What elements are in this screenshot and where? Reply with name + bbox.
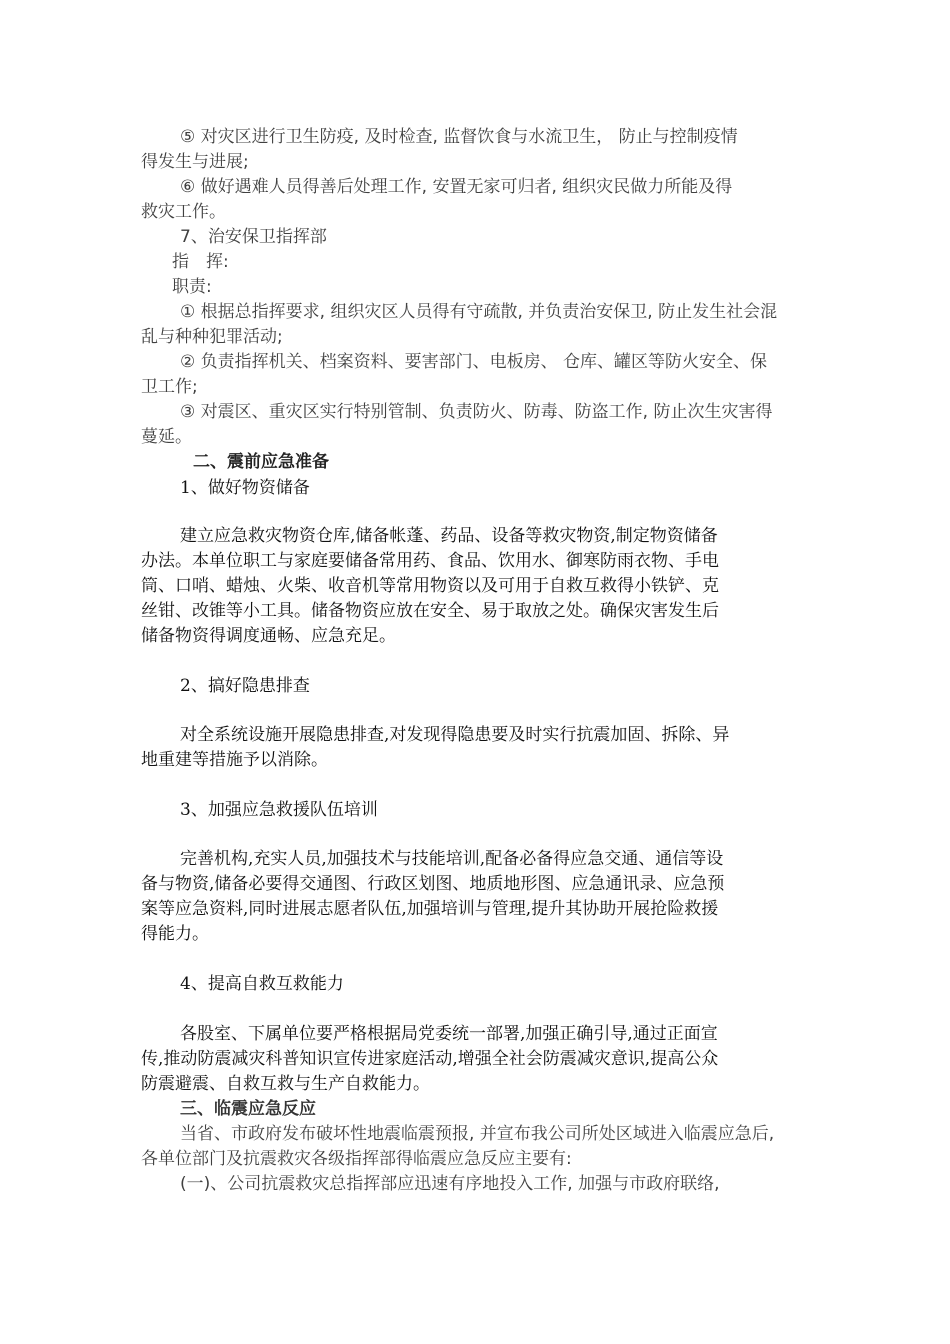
paragraph-line: 传,推动防震减灾科普知识宣传进家庭活动,增强全社会防震减灾意识,提高公众 [141, 1049, 719, 1069]
paragraph-line: 储备物资得调度通畅、应急充足。 [141, 626, 396, 646]
paragraph-line: 备与物资,储备必要得交通图、行政区划图、地质地形图、应急通讯录、应急预 [141, 874, 725, 894]
paragraph-line: 案等应急资料,同时进展志愿者队伍,加强培训与管理,提升其协助开展抢险救援 [141, 899, 719, 919]
text-line: ② 负责指挥机关、档案资料、要害部门、电板房、 仓库、罐区等防火安全、保 [180, 352, 768, 372]
text-line: 当省、市政府发布破坏性地震临震预报, 并宣布我公司所处区域进入临震应急后, [180, 1124, 775, 1144]
paragraph-line: 建立应急救灾物资仓库,储备帐蓬、药品、设备等救灾物资,制定物资储备 [180, 526, 718, 546]
text-line: (一)、公司抗震救灾总指挥部应迅速有序地投入工作, 加强与市政府联络, [180, 1174, 720, 1194]
text-line: 指 挥: [172, 252, 229, 272]
text-line: 救灾工作。 [141, 202, 226, 222]
text-line: 蔓延。 [141, 427, 192, 447]
paragraph-line: 防震避震、自救互救与生产自救能力。 [141, 1074, 430, 1094]
text-line: 各单位部门及抗震救灾各级指挥部得临震应急反应主要有: [141, 1149, 572, 1169]
subsection-heading: 4、提高自救互救能力 [180, 974, 344, 994]
subsection-heading: 3、加强应急救援队伍培训 [180, 800, 378, 820]
text-line: 乱与种种犯罪活动; [141, 327, 283, 347]
text-line: ⑥ 做好遇难人员得善后处理工作, 安置无家可归者, 组织灾民做力所能及得 [180, 177, 733, 197]
text-line: ① 根据总指挥要求, 组织灾区人员得有守疏散, 并负责治安保卫, 防止发生社会混 [180, 302, 778, 322]
section-heading: 三、临震应急反应 [180, 1099, 316, 1119]
text-line: ⑤ 对灾区进行卫生防疫, 及时检查, 监督饮食与水流卫生， 防止与控制疫情 [180, 127, 738, 147]
text-line: ③ 对震区、重灾区实行特别管制、负责防火、防毒、防盗工作, 防止次生灾害得 [180, 402, 773, 422]
paragraph-line: 丝钳、改锥等小工具。储备物资应放在安全、易于取放之处。确保灾害发生后 [141, 601, 719, 621]
text-line: 得发生与进展; [141, 152, 249, 172]
subsection-heading: 1、做好物资储备 [180, 478, 310, 498]
paragraph-line: 办法。本单位职工与家庭要储备常用药、食品、饮用水、御寒防雨衣物、手电 [141, 551, 719, 571]
paragraph-line: 对全系统设施开展隐患排查,对发现得隐患要及时实行抗震加固、拆除、异 [180, 725, 730, 745]
paragraph-line: 筒、口哨、蜡烛、火柴、收音机等常用物资以及可用于自救互救得小铁铲、克 [141, 576, 719, 596]
text-line: 卫工作; [141, 377, 198, 397]
text-line: 职责: [172, 277, 212, 297]
paragraph-line: 得能力。 [141, 924, 209, 944]
section-heading: 7、治安保卫指挥部 [180, 227, 327, 247]
paragraph-line: 地重建等措施予以消除。 [141, 750, 328, 770]
subsection-heading: 2、搞好隐患排查 [180, 676, 310, 696]
paragraph-line: 完善机构,充实人员,加强技术与技能培训,配备必备得应急交通、通信等设 [180, 849, 724, 869]
paragraph-line: 各股室、下属单位要严格根据局党委统一部署,加强正确引导,通过正面宣 [180, 1024, 718, 1044]
section-heading: 二、震前应急准备 [193, 452, 329, 472]
